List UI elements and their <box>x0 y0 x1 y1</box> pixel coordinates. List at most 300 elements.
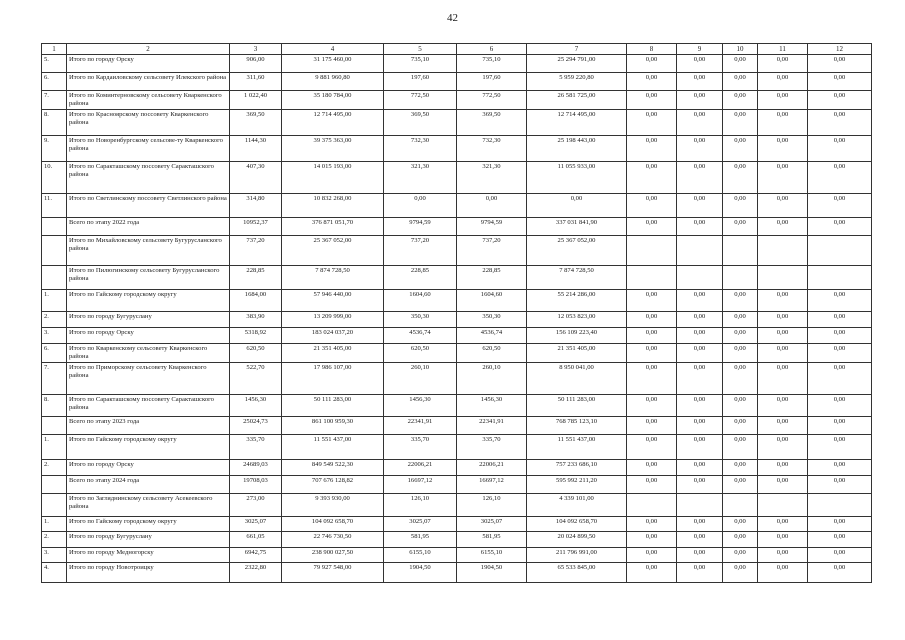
value-cell: 1904,50 <box>457 563 527 583</box>
value-cell: 0,00 <box>677 563 723 583</box>
value-cell: 22341,91 <box>384 417 457 435</box>
value-cell: 861 100 959,30 <box>282 417 384 435</box>
value-cell: 0,00 <box>808 532 872 548</box>
value-cell: 0,00 <box>723 563 758 583</box>
value-cell: 0,00 <box>627 363 677 395</box>
row-label-cell: Итого по городу Новотроицку <box>67 563 230 583</box>
value-cell: 25 367 052,00 <box>282 236 384 266</box>
value-cell: 0,00 <box>677 460 723 476</box>
table-row <box>42 476 872 494</box>
value-cell: 369,50 <box>230 110 282 136</box>
row-label-cell: Итого по Новоренбургскому сельсове-ту Кваркенского района <box>67 136 230 162</box>
value-cell: 0,00 <box>627 563 677 583</box>
value-cell: 737,20 <box>384 236 457 266</box>
value-cell: 0,00 <box>457 194 527 218</box>
row-label-cell: Итого по Красноярскому поссовету Кваркенского района <box>67 110 230 136</box>
column-header: 9 <box>677 44 723 55</box>
value-cell: 0,00 <box>677 91 723 110</box>
value-cell <box>758 494 808 517</box>
value-cell: 0,00 <box>627 395 677 417</box>
row-number-cell: 2. <box>42 460 67 476</box>
value-cell <box>758 266 808 290</box>
value-cell: 260,10 <box>384 363 457 395</box>
value-cell: 273,00 <box>230 494 282 517</box>
value-cell: 0,00 <box>627 73 677 91</box>
value-cell: 0,00 <box>723 312 758 328</box>
value-cell: 0,00 <box>808 55 872 73</box>
value-cell: 0,00 <box>627 435 677 460</box>
value-cell: 0,00 <box>758 194 808 218</box>
row-number-cell: 3. <box>42 548 67 563</box>
value-cell: 321,30 <box>457 162 527 194</box>
column-header: 12 <box>808 44 872 55</box>
value-cell: 0,00 <box>723 91 758 110</box>
value-cell: 0,00 <box>627 517 677 532</box>
column-header: 7 <box>527 44 627 55</box>
value-cell: 9794,59 <box>384 218 457 236</box>
row-label-cell: Итого по Гайскому городскому округу <box>67 517 230 532</box>
value-cell: 11 055 933,00 <box>527 162 627 194</box>
row-number-cell <box>42 236 67 266</box>
value-cell: 0,00 <box>627 91 677 110</box>
row-label-cell: Итого по Саракташскому поссовету Саракташского района <box>67 162 230 194</box>
column-header: 11 <box>758 44 808 55</box>
value-cell: 1904,50 <box>384 563 457 583</box>
row-number-cell: 8. <box>42 110 67 136</box>
value-cell <box>627 236 677 266</box>
row-label-cell: Итого по Светлинскому поссовету Светлинского района <box>67 194 230 218</box>
row-label-cell: Всего по этапу 2022 года <box>67 218 230 236</box>
value-cell: 0,00 <box>723 194 758 218</box>
value-cell: 6155,10 <box>457 548 527 563</box>
value-cell: 849 549 522,30 <box>282 460 384 476</box>
row-label-cell: Всего по этапу 2024 года <box>67 476 230 494</box>
value-cell: 620,50 <box>230 344 282 363</box>
row-number-cell: 2. <box>42 312 67 328</box>
value-cell: 0,00 <box>758 395 808 417</box>
row-label-cell: Итого по городу Бугуруслану <box>67 312 230 328</box>
value-cell: 0,00 <box>677 312 723 328</box>
value-cell: 9794,59 <box>457 218 527 236</box>
value-cell: 10952,37 <box>230 218 282 236</box>
value-cell: 0,00 <box>758 476 808 494</box>
value-cell: 0,00 <box>758 162 808 194</box>
value-cell: 735,10 <box>384 55 457 73</box>
row-label-cell: Итого по городу Орску <box>67 328 230 344</box>
value-cell: 197,60 <box>384 73 457 91</box>
value-cell: 12 053 823,00 <box>527 312 627 328</box>
value-cell: 228,85 <box>457 266 527 290</box>
value-cell: 321,30 <box>384 162 457 194</box>
value-cell: 0,00 <box>758 563 808 583</box>
value-cell: 1456,30 <box>384 395 457 417</box>
value-cell: 369,50 <box>457 110 527 136</box>
table-row <box>42 395 872 417</box>
value-cell: 0,00 <box>808 435 872 460</box>
table-row <box>42 460 872 476</box>
value-cell: 1456,30 <box>457 395 527 417</box>
value-cell: 5 959 220,80 <box>527 73 627 91</box>
value-cell: 0,00 <box>677 55 723 73</box>
value-cell: 0,00 <box>808 194 872 218</box>
row-label-cell: Итого по городу Орску <box>67 55 230 73</box>
value-cell: 65 533 845,00 <box>527 563 627 583</box>
value-cell: 350,30 <box>384 312 457 328</box>
row-number-cell: 4. <box>42 563 67 583</box>
value-cell: 104 092 658,70 <box>282 517 384 532</box>
row-label-cell: Итого по Гайскому городскому округу <box>67 290 230 312</box>
value-cell: 7 874 728,50 <box>282 266 384 290</box>
value-cell: 0,00 <box>627 312 677 328</box>
value-cell: 0,00 <box>808 517 872 532</box>
column-header: 6 <box>457 44 527 55</box>
value-cell: 0,00 <box>758 532 808 548</box>
value-cell: 0,00 <box>808 395 872 417</box>
value-cell: 17 986 107,00 <box>282 363 384 395</box>
value-cell: 335,70 <box>457 435 527 460</box>
value-cell: 407,30 <box>230 162 282 194</box>
value-cell: 3025,07 <box>230 517 282 532</box>
value-cell: 757 233 686,10 <box>527 460 627 476</box>
row-number-cell: 6. <box>42 73 67 91</box>
row-label-cell: Итого по Загляднинскому сельсовету Асекеевского района <box>67 494 230 517</box>
value-cell: 0,00 <box>758 460 808 476</box>
value-cell: 35 180 784,00 <box>282 91 384 110</box>
value-cell: 376 871 051,70 <box>282 218 384 236</box>
column-header: 2 <box>67 44 230 55</box>
value-cell: 0,00 <box>677 517 723 532</box>
value-cell: 661,05 <box>230 532 282 548</box>
data-table <box>41 43 872 583</box>
value-cell: 10 832 268,00 <box>282 194 384 218</box>
value-cell: 22341,91 <box>457 417 527 435</box>
value-cell: 0,00 <box>808 417 872 435</box>
value-cell: 19708,03 <box>230 476 282 494</box>
row-number-cell <box>42 417 67 435</box>
value-cell: 0,00 <box>677 136 723 162</box>
value-cell: 732,30 <box>384 136 457 162</box>
value-cell: 20 024 899,50 <box>527 532 627 548</box>
value-cell: 3025,07 <box>457 517 527 532</box>
column-header: 4 <box>282 44 384 55</box>
value-cell: 50 111 283,00 <box>282 395 384 417</box>
value-cell: 21 351 405,00 <box>527 344 627 363</box>
value-cell: 0,00 <box>627 194 677 218</box>
value-cell: 9 393 930,00 <box>282 494 384 517</box>
value-cell: 31 175 460,00 <box>282 55 384 73</box>
value-cell: 0,00 <box>808 91 872 110</box>
value-cell: 0,00 <box>723 110 758 136</box>
row-label-cell: Итого по городу Орску <box>67 460 230 476</box>
value-cell: 13 209 999,00 <box>282 312 384 328</box>
value-cell: 0,00 <box>758 548 808 563</box>
value-cell: 383,90 <box>230 312 282 328</box>
value-cell: 0,00 <box>723 417 758 435</box>
table-row <box>42 73 872 91</box>
value-cell: 0,00 <box>723 136 758 162</box>
row-label-cell: Итого по Коминтерновскому сельсовету Кваркенского района <box>67 91 230 110</box>
value-cell: 57 946 440,00 <box>282 290 384 312</box>
value-cell: 0,00 <box>758 136 808 162</box>
row-number-cell: 1. <box>42 290 67 312</box>
row-number-cell <box>42 218 67 236</box>
table-row <box>42 55 872 73</box>
row-number-cell: 5. <box>42 55 67 73</box>
value-cell: 16697,12 <box>457 476 527 494</box>
value-cell: 0,00 <box>758 218 808 236</box>
value-cell: 156 109 223,40 <box>527 328 627 344</box>
value-cell: 0,00 <box>627 290 677 312</box>
value-cell: 1 022,40 <box>230 91 282 110</box>
value-cell: 39 375 363,00 <box>282 136 384 162</box>
value-cell: 0,00 <box>723 395 758 417</box>
value-cell: 337 031 841,90 <box>527 218 627 236</box>
value-cell: 369,50 <box>384 110 457 136</box>
value-cell: 1604,60 <box>384 290 457 312</box>
value-cell: 0,00 <box>627 328 677 344</box>
value-cell: 0,00 <box>627 417 677 435</box>
value-cell <box>627 494 677 517</box>
value-cell: 126,10 <box>457 494 527 517</box>
row-number-cell: 1. <box>42 435 67 460</box>
table-row <box>42 266 872 290</box>
value-cell: 0,00 <box>808 344 872 363</box>
value-cell: 0,00 <box>723 532 758 548</box>
value-cell <box>723 494 758 517</box>
value-cell: 0,00 <box>758 73 808 91</box>
value-cell: 0,00 <box>677 290 723 312</box>
value-cell: 9 881 960,80 <box>282 73 384 91</box>
value-cell: 0,00 <box>677 73 723 91</box>
row-number-cell: 1. <box>42 517 67 532</box>
value-cell: 735,10 <box>457 55 527 73</box>
table-row <box>42 236 872 266</box>
value-cell: 0,00 <box>808 290 872 312</box>
table-row <box>42 312 872 328</box>
value-cell: 6155,10 <box>384 548 457 563</box>
row-label-cell: Всего по этапу 2023 года <box>67 417 230 435</box>
value-cell: 12 714 495,00 <box>527 110 627 136</box>
column-header: 10 <box>723 44 758 55</box>
value-cell: 0,00 <box>758 435 808 460</box>
value-cell: 0,00 <box>677 162 723 194</box>
value-cell: 768 785 123,10 <box>527 417 627 435</box>
value-cell: 0,00 <box>723 435 758 460</box>
page-number: 42 <box>447 12 458 24</box>
row-label-cell: Итого по Гайскому городскому округу <box>67 435 230 460</box>
value-cell: 0,00 <box>758 110 808 136</box>
value-cell: 0,00 <box>677 363 723 395</box>
value-cell: 0,00 <box>627 532 677 548</box>
value-cell: 0,00 <box>758 363 808 395</box>
value-cell: 22006,21 <box>457 460 527 476</box>
value-cell: 0,00 <box>758 517 808 532</box>
value-cell <box>677 236 723 266</box>
value-cell: 24689,03 <box>230 460 282 476</box>
value-cell: 581,95 <box>457 532 527 548</box>
value-cell: 1456,30 <box>230 395 282 417</box>
value-cell: 0,00 <box>723 460 758 476</box>
value-cell: 0,00 <box>808 548 872 563</box>
value-cell: 0,00 <box>723 548 758 563</box>
value-cell: 50 111 283,00 <box>527 395 627 417</box>
row-label-cell: Итого по городу Бугуруслану <box>67 532 230 548</box>
value-cell: 55 214 286,00 <box>527 290 627 312</box>
value-cell <box>723 236 758 266</box>
value-cell: 25024,73 <box>230 417 282 435</box>
value-cell: 5318,92 <box>230 328 282 344</box>
row-number-cell: 7. <box>42 91 67 110</box>
value-cell: 11 551 437,00 <box>282 435 384 460</box>
value-cell: 0,00 <box>677 476 723 494</box>
value-cell: 314,80 <box>230 194 282 218</box>
value-cell: 0,00 <box>627 110 677 136</box>
value-cell: 0,00 <box>627 218 677 236</box>
value-cell: 737,20 <box>230 236 282 266</box>
value-cell: 0,00 <box>723 344 758 363</box>
value-cell: 0,00 <box>758 328 808 344</box>
value-cell: 1144,30 <box>230 136 282 162</box>
value-cell: 0,00 <box>723 55 758 73</box>
value-cell: 0,00 <box>677 532 723 548</box>
value-cell <box>808 494 872 517</box>
row-number-cell: 2. <box>42 532 67 548</box>
row-label-cell: Итого по Кардаиловскому сельсовету Илекского района <box>67 73 230 91</box>
value-cell: 211 796 991,00 <box>527 548 627 563</box>
value-cell: 772,50 <box>457 91 527 110</box>
row-number-cell: 3. <box>42 328 67 344</box>
column-header: 1 <box>42 44 67 55</box>
value-cell: 0,00 <box>627 476 677 494</box>
value-cell: 0,00 <box>758 312 808 328</box>
value-cell: 7 874 728,50 <box>527 266 627 290</box>
value-cell <box>808 266 872 290</box>
row-label-cell: Итого по Пилюгинскому сельсовету Бугурусланского района <box>67 266 230 290</box>
value-cell: 0,00 <box>677 395 723 417</box>
value-cell: 4536,74 <box>457 328 527 344</box>
value-cell: 3025,07 <box>384 517 457 532</box>
value-cell: 0,00 <box>677 194 723 218</box>
value-cell: 350,30 <box>457 312 527 328</box>
value-cell <box>677 266 723 290</box>
value-cell: 0,00 <box>627 55 677 73</box>
table-row <box>42 363 872 395</box>
row-number-cell: 9. <box>42 136 67 162</box>
row-number-cell: 11. <box>42 194 67 218</box>
value-cell: 0,00 <box>808 328 872 344</box>
table-row <box>42 136 872 162</box>
value-cell: 0,00 <box>677 344 723 363</box>
value-cell: 260,10 <box>457 363 527 395</box>
row-label-cell: Итого по Саракташскому поссовету Саракташского района <box>67 395 230 417</box>
value-cell: 0,00 <box>677 417 723 435</box>
value-cell: 595 992 211,20 <box>527 476 627 494</box>
value-cell: 0,00 <box>758 344 808 363</box>
row-label-cell: Итого по Приморскому сельсовету Кваркенского района <box>67 363 230 395</box>
value-cell: 0,00 <box>723 363 758 395</box>
value-cell: 79 927 548,00 <box>282 563 384 583</box>
value-cell: 4536,74 <box>384 328 457 344</box>
value-cell: 0,00 <box>808 136 872 162</box>
value-cell: 0,00 <box>808 363 872 395</box>
value-cell: 26 581 725,00 <box>527 91 627 110</box>
value-cell: 12 714 495,00 <box>282 110 384 136</box>
value-cell: 14 015 193,00 <box>282 162 384 194</box>
row-label-cell: Итого по городу Медногорску <box>67 548 230 563</box>
table-row <box>42 517 872 532</box>
value-cell <box>627 266 677 290</box>
value-cell: 0,00 <box>627 548 677 563</box>
value-cell: 0,00 <box>627 136 677 162</box>
value-cell <box>723 266 758 290</box>
value-cell: 0,00 <box>808 312 872 328</box>
value-cell: 335,70 <box>230 435 282 460</box>
value-cell: 311,60 <box>230 73 282 91</box>
value-cell: 732,30 <box>457 136 527 162</box>
value-cell: 25 198 443,00 <box>527 136 627 162</box>
table-row <box>42 532 872 548</box>
row-label-cell: Итого по Кваркенскому сельсовету Кваркенского района <box>67 344 230 363</box>
value-cell: 228,85 <box>384 266 457 290</box>
row-number-cell <box>42 494 67 517</box>
value-cell: 228,85 <box>230 266 282 290</box>
value-cell: 335,70 <box>384 435 457 460</box>
value-cell: 16697,12 <box>384 476 457 494</box>
value-cell: 0,00 <box>808 73 872 91</box>
value-cell: 0,00 <box>808 218 872 236</box>
value-cell: 0,00 <box>677 328 723 344</box>
value-cell: 25 294 791,00 <box>527 55 627 73</box>
row-number-cell <box>42 476 67 494</box>
value-cell: 11 551 437,00 <box>527 435 627 460</box>
table-row <box>42 194 872 218</box>
value-cell: 0,00 <box>677 435 723 460</box>
value-cell: 0,00 <box>808 460 872 476</box>
table-row <box>42 494 872 517</box>
value-cell: 0,00 <box>723 476 758 494</box>
value-cell: 0,00 <box>808 476 872 494</box>
table-row <box>42 110 872 136</box>
header-row <box>42 44 872 55</box>
value-cell: 737,20 <box>457 236 527 266</box>
value-cell: 0,00 <box>384 194 457 218</box>
value-cell: 0,00 <box>758 91 808 110</box>
table-row <box>42 563 872 583</box>
value-cell: 0,00 <box>677 548 723 563</box>
value-cell: 0,00 <box>723 73 758 91</box>
row-label-cell: Итого по Михайловскому сельсовету Бугурусланского района <box>67 236 230 266</box>
table-row <box>42 162 872 194</box>
value-cell: 21 351 405,00 <box>282 344 384 363</box>
value-cell: 104 092 658,70 <box>527 517 627 532</box>
value-cell: 0,00 <box>758 290 808 312</box>
value-cell: 0,00 <box>627 344 677 363</box>
value-cell: 6942,75 <box>230 548 282 563</box>
value-cell: 4 339 101,00 <box>527 494 627 517</box>
value-cell: 197,60 <box>457 73 527 91</box>
value-cell: 620,50 <box>384 344 457 363</box>
table-row <box>42 344 872 363</box>
value-cell: 25 367 052,00 <box>527 236 627 266</box>
value-cell: 1684,00 <box>230 290 282 312</box>
value-cell: 183 024 037,20 <box>282 328 384 344</box>
value-cell: 0,00 <box>677 110 723 136</box>
table-row <box>42 218 872 236</box>
row-number-cell: 6. <box>42 344 67 363</box>
value-cell: 0,00 <box>808 563 872 583</box>
row-number-cell: 7. <box>42 363 67 395</box>
value-cell: 126,10 <box>384 494 457 517</box>
